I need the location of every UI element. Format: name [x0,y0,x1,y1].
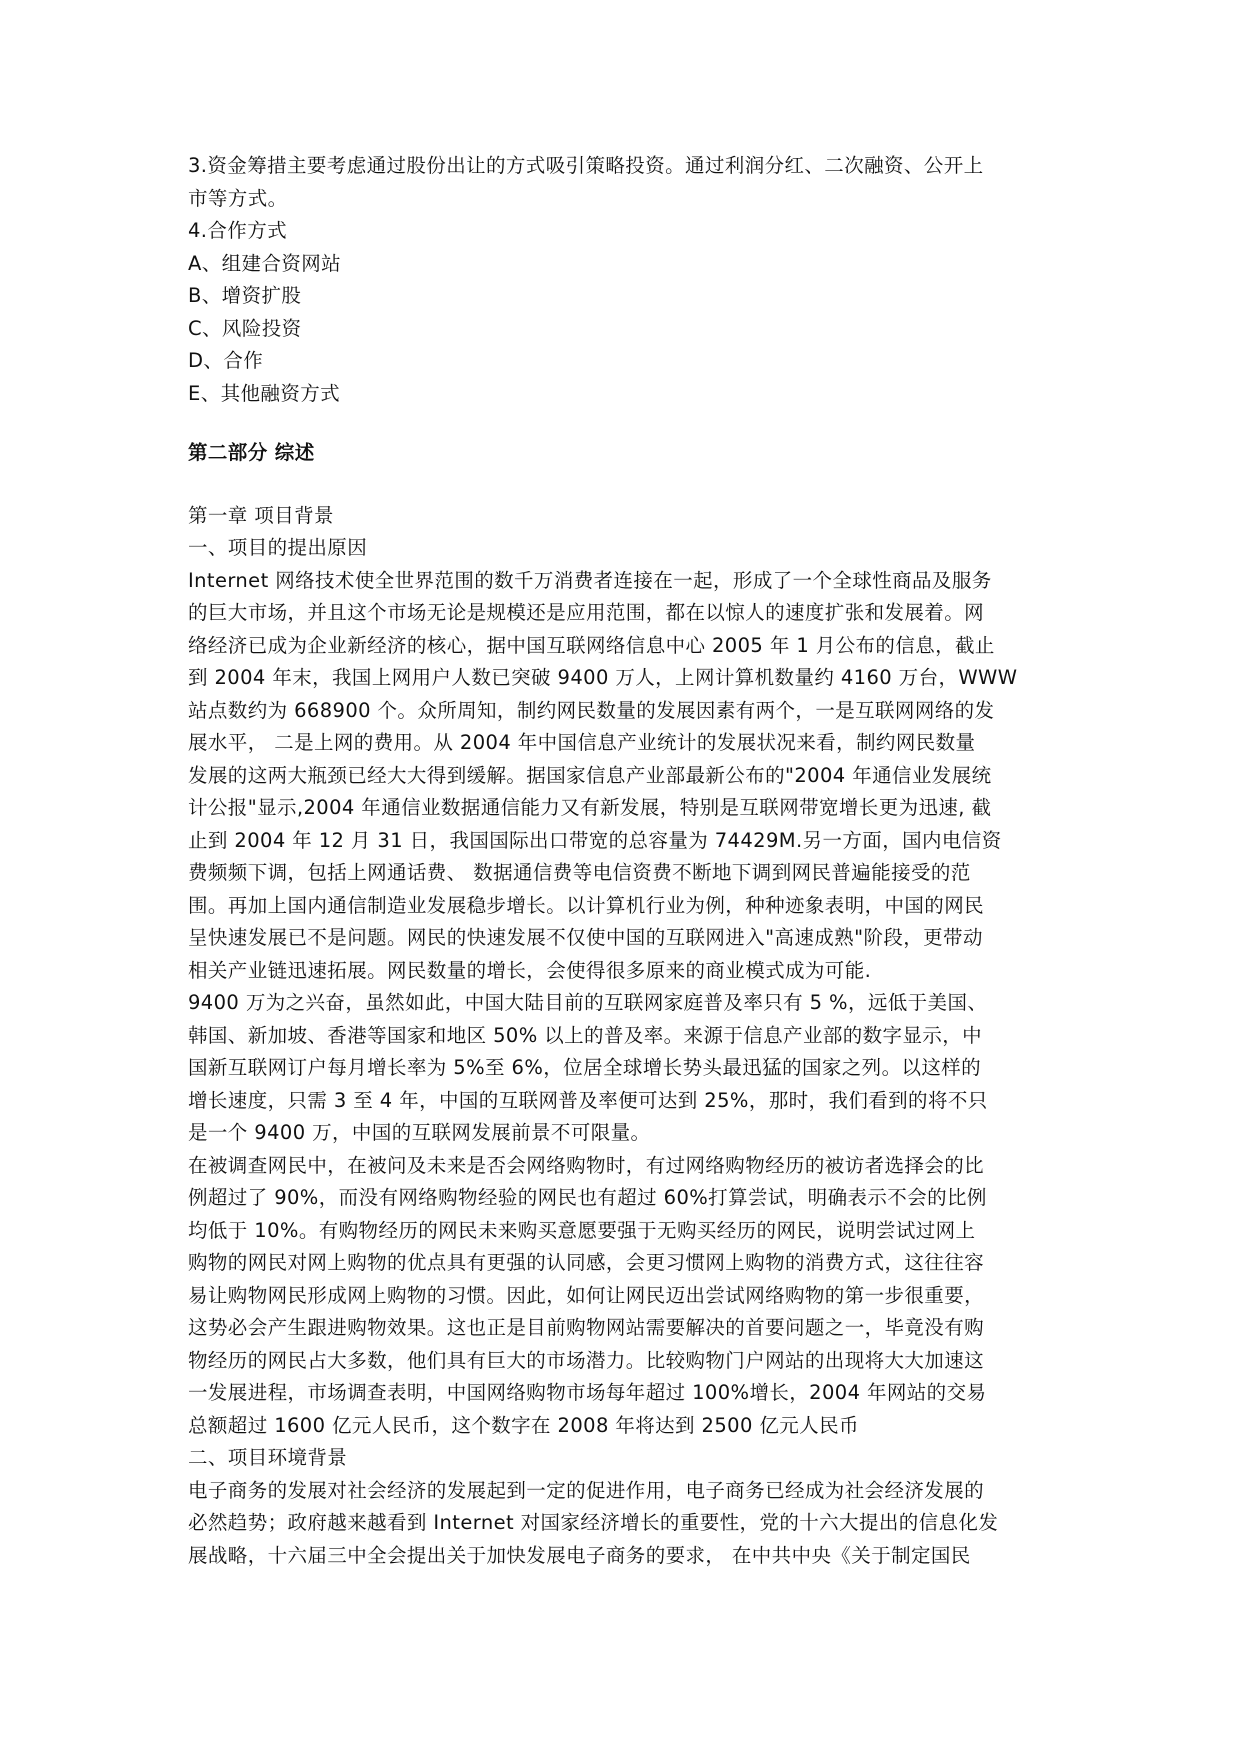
text-line: 3.资金筹措主要考虑通过股份出让的方式吸引策略投资。通过利润分红、二次融资、公开上 [188,154,984,177]
text-line: 物经历的网民占大多数，他们具有巨大的市场潜力。比较购物门户网站的出现将大大加速这 [188,1348,985,1372]
document-page [188,150,1054,1572]
text-line: 例超过了 90%，而没有网络购物经验的网民也有超过 60%打算尝试，明确表示不会的比例 [188,1186,987,1209]
text-line: 市等方式。 [188,186,288,210]
list-item: C、风险投资 [188,316,302,340]
funding-section [188,150,1054,410]
body-text [188,500,1054,1573]
text-line: 电子商务的发展对社会经济的发展起到一定的促进作用，电子商务已经成为社会经济发展的 [188,1478,985,1502]
text-line: 购物的网民对网上购物的优点具有更强的认同感，会更习惯网上购物的消费方式，这往往容 [188,1251,985,1274]
text-line: 相关产业链迅速拓展。网民数量的增长，会使得很多原来的商业模式成为可能. [188,958,872,982]
chapter-title: 第一章 项目背景 [188,503,334,527]
text-line: 国新互联网订户每月增长率为 5%至 6%，位居全球增长势头最迅猛的国家之列。以这样的 [188,1056,982,1079]
text-line: 到 2004 年末，我国上网用户人数已突破 9400 万人，上网计算机数量约 4160 万台，WWW [188,666,1018,689]
text-line: 9400 万为之兴奋，虽然如此，中国大陆目前的互联网家庭普及率只有 5 %，远低于美国、 [188,991,988,1014]
text-line: 费频频下调，包括上网通话费、 数据通信费等电信资费不断地下调到网民普遍能接受的范 [188,861,971,884]
text-line: 在被调查网民中，在被问及未来是否会网络购物时，有过网络购物经历的被访者选择会的比 [188,1153,985,1177]
text-line: 呈快速发展已不是问题。网民的快速发展不仅使中国的互联网进入"高速成熟"阶段，更带动 [188,926,983,949]
list-item: E、其他融资方式 [188,381,341,405]
text-line: 必然趋势；政府越来越看到 Internet 对国家经济增长的重要性，党的十六大提出的信息化发 [188,1511,999,1534]
list-item: B、增资扩股 [188,284,302,307]
text-line: 的巨大市场，并且这个市场无论是规模还是应用范围，都在以惊人的速度扩张和发展着。网 [188,601,985,624]
text-line: 止到 2004 年 12 月 31 日，我国国际出口带宽的总容量为 74429M.另一方面，国内电信资 [188,828,1002,852]
text-line: 均低于 10%。有购物经历的网民未来购买意愿要强于无购买经历的网民，说明尝试过网上 [188,1218,976,1242]
text-line: 总额超过 1600 亿元人民币，这个数字在 2008 年将达到 2500 亿元人民币 [188,1413,859,1437]
text-line: 是一个 9400 万，中国的互联网发展前景不可限量。 [188,1121,651,1144]
list-item: A、组建合资网站 [188,251,342,275]
text-line: Internet 网络技术使全世界范围的数千万消费者连接在一起，形成了一个全球性商品及服务 [188,568,992,592]
text-line: 增长速度，只需 3 至 4 年，中国的互联网普及率便可达到 25%，那时，我们看到的将不只 [188,1088,988,1112]
list-item: D、合作 [188,349,264,372]
text-line: 4.合作方式 [188,219,288,242]
text-line: 围。再加上国内通信制造业发展稳步增长。以计算机行业为例，种种迹象表明，中国的网民 [188,893,985,917]
text-line: 展战略，十六届三中全会提出关于加快发展电子商务的要求， 在中共中央《关于制定国民 [188,1543,971,1567]
text-line: 站点数约为 668900 个。众所周知，制约网民数量的发展因素有两个，一是互联网网络的发 [188,698,995,722]
subsection-title: 一、项目的提出原因 [188,536,368,559]
text-line: 韩国、新加坡、香港等国家和地区 50% 以上的普及率。来源于信息产业部的数字显示，中 [188,1023,983,1047]
text-line: 计公报"显示,2004 年通信业数据通信能力又有新发展，特别是互联网带宽增长更为迅速, 截 [188,796,992,819]
text-line: 这势必会产生跟进购物效果。这也正是目前购物网站需要解决的首要问题之一，毕竟没有购 [188,1316,985,1339]
subsection-title: 二、项目环境背景 [188,1446,348,1469]
text-line: 一发展进程，市场调查表明，中国网络购物市场每年超过 100%增长，2004 年网站的交易 [188,1381,987,1404]
section-heading: 第二部分 综述 [188,441,315,464]
text-line: 展水平， 二是上网的费用。从 2004 年中国信息产业统计的发展状况来看，制约网民数量 [188,731,976,754]
text-line: 发展的这两大瓶颈已经大大得到缓解。据国家信息产业部最新公布的"2004 年通信业发展统 [188,763,992,787]
text-line: 络经济已成为企业新经济的核心，据中国互联网络信息中心 2005 年 1 月公布的信息，截止 [188,633,995,657]
text-line: 易让购物网民形成网上购物的习惯。因此，如何让网民迈出尝试网络购物的第一步很重要， [188,1283,985,1307]
